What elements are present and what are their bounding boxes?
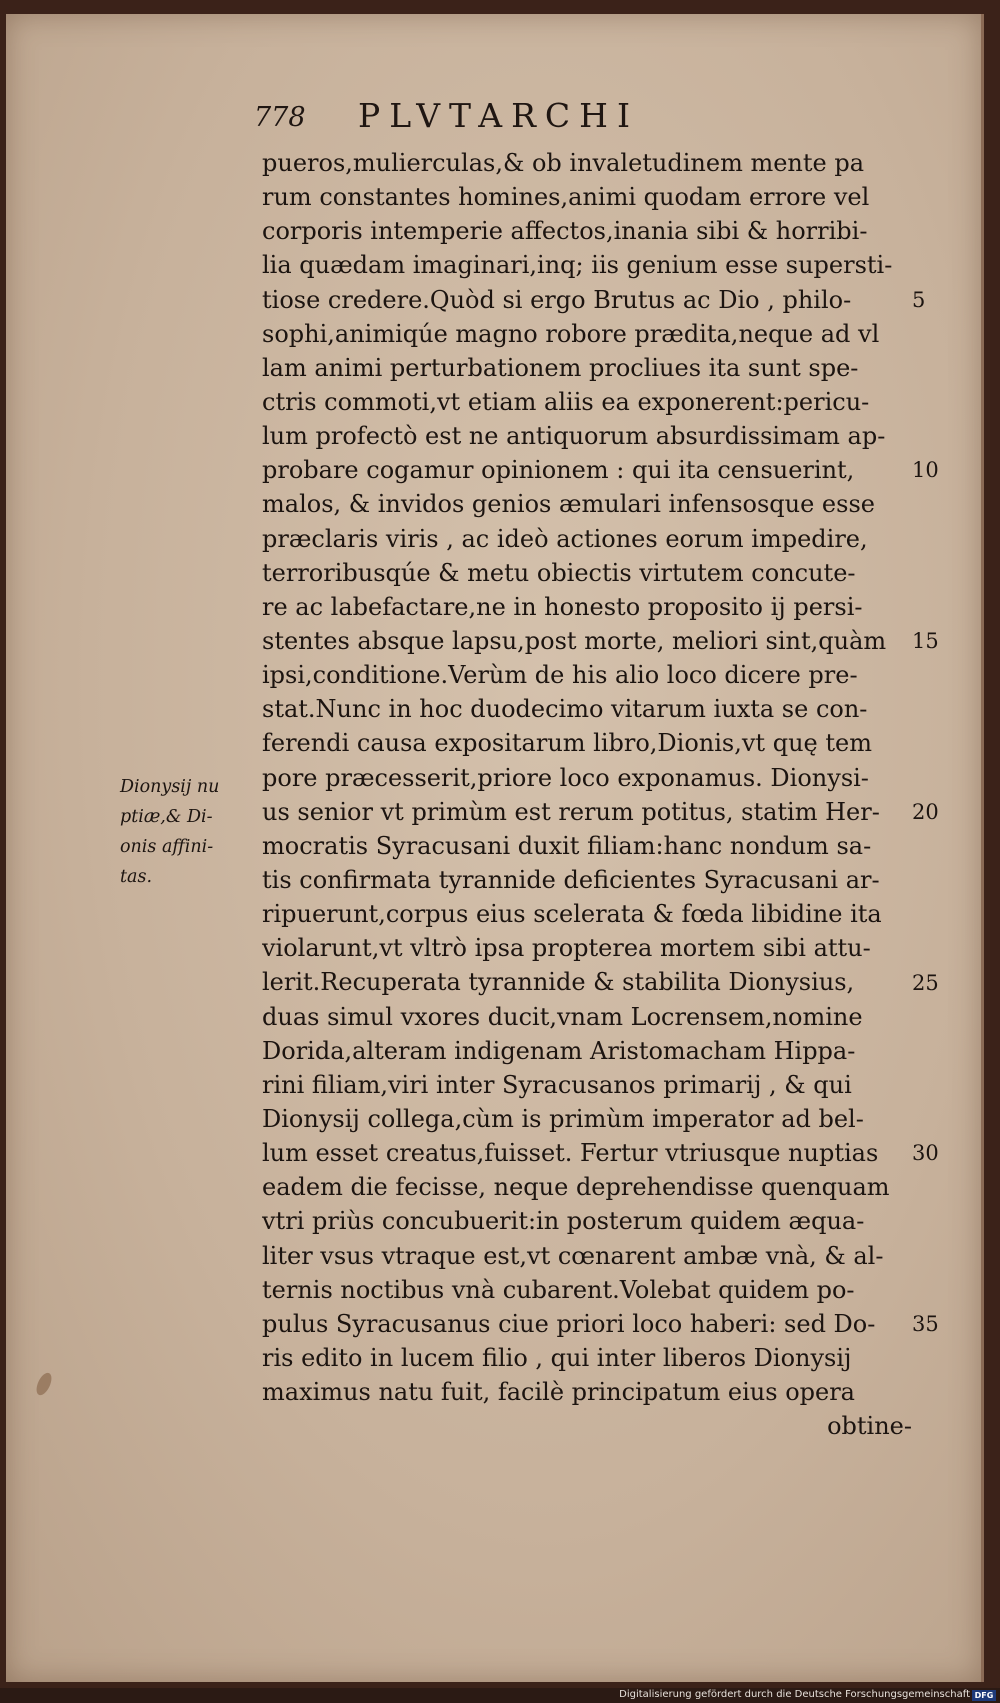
text-line: re ac labefactare,ne in honesto proposito ij persi- [262,592,863,621]
text-line: ris edito in lucem filio , qui inter liberos Dionysij [262,1343,852,1372]
line-number: 20 [912,799,939,824]
marginal-note [120,772,255,892]
line-number: 10 [912,458,939,483]
text-line: pueros,mulierculas,& ob invaletudinem mente pa [262,149,865,177]
marginal-note-line: tas. [120,867,153,887]
text-line: rini filiam,viri inter Syracusanos primarij , & qui [262,1070,852,1099]
text-line: ternis noctibus vnà cubarent.Volebat quidem po- [262,1275,855,1304]
ink-stain [33,1371,54,1398]
text-line: lam animi perturbationem procliues ita sunt spe- [262,353,859,382]
dfg-logo: DFG [972,1690,996,1701]
text-line: ctris commoti,vt etiam aliis ea exponerent:pericu- [262,387,870,416]
marginal-note-line: onis affini- [120,837,214,857]
text-line: maximus natu fuit, facilè principatum eius opera [262,1378,855,1407]
text-line: stat.Nunc in hoc duodecimo vitarum iuxta se con- [262,695,868,724]
text-line: ipsi,conditione.Verùm de his alio loco dicere pre- [262,661,858,690]
text-line: Dionysij collega,cùm is primùm imperator ad bel- [262,1104,864,1133]
marginal-note-line: ptiæ,& Di- [120,807,213,827]
text-line: obtine- [827,1412,912,1441]
text-line: corporis intemperie affectos,inania sibi & horribi- [262,217,868,246]
text-line: liter vsus vtraque est,vt cœnarent ambæ vnà, & al- [262,1241,884,1270]
text-line: ferendi causa expositarum libro,Dionis,vt quę tem [262,729,872,758]
footer-bar [0,1688,1000,1703]
text-line: ripuerunt,corpus eius scelerata & fœda libidine ita [262,900,882,929]
text-line: probare cogamur opinionem : qui ita censuerint, [262,456,855,485]
text-line: pore præcesserit,priore loco exponamus. Dionysi- [262,763,869,792]
line-number: 15 [912,629,939,654]
marginal-note-line: Dionysij nu [120,777,220,797]
text-line: tis confirmata tyrannide deficientes Syracusani ar- [262,865,880,894]
line-number: 35 [912,1312,939,1337]
text-line: mocratis Syracusani duxit filiam:hanc nondum sa- [262,831,872,860]
body-text [262,146,912,1443]
text-line: rum constantes homines,animi quodam errore vel [262,183,870,212]
line-number: 5 [912,287,926,312]
line-number: 30 [912,1141,939,1166]
text-line: us senior vt primùm est rerum potitus, statim Her- [262,797,880,826]
text-line: lia quædam imaginari,inq; iis genium esse supersti- [262,251,893,280]
text-line: sophi,animiqúe magno robore prædita,neque ad vl [262,319,880,348]
text-line: duas simul vxores ducit,vnam Locrensem,nomine [262,1002,863,1031]
text-line: tiose credere.Quòd si ergo Brutus ac Dio , philo- [262,285,852,314]
text-line: stentes absque lapsu,post morte, meliori sint,quàm [262,626,887,655]
running-head [254,96,774,136]
text-line: lum profectò est ne antiquorum absurdissimam ap- [262,422,886,451]
line-number: 25 [912,970,939,995]
text-line: eadem die fecisse, neque deprehendisse quenquam [262,1173,890,1202]
text-line: terroribusqúe & metu obiectis virtutem concute- [262,558,856,587]
text-line: pulus Syracusanus ciue priori loco haberi: sed Do- [262,1309,876,1338]
text-line: lum esset creatus,fuisset. Fertur vtriusque nuptias [262,1139,879,1168]
text-line: vtri priùs concubuerit:in posterum quidem æqua- [262,1207,865,1236]
text-line: malos, & invidos genios æmulari infensosque esse [262,490,875,519]
page-title: PLVTARCHI [358,96,639,135]
text-line: Dorida,alteram indigenam Aristomacham Hippa- [262,1036,856,1065]
text-line: violarunt,vt vltrò ipsa propterea mortem sibi attu- [262,934,871,963]
footer-credit: Digitalisierung gefördert durch die Deutsche Forschungsgemeinschaft [619,1689,970,1700]
page-number: 778 [254,102,306,133]
text-line: præclaris viris , ac ideò actiones eorum impedire, [262,524,868,553]
text-line: lerit.Recuperata tyrannide & stabilita Dionysius, [262,968,855,997]
